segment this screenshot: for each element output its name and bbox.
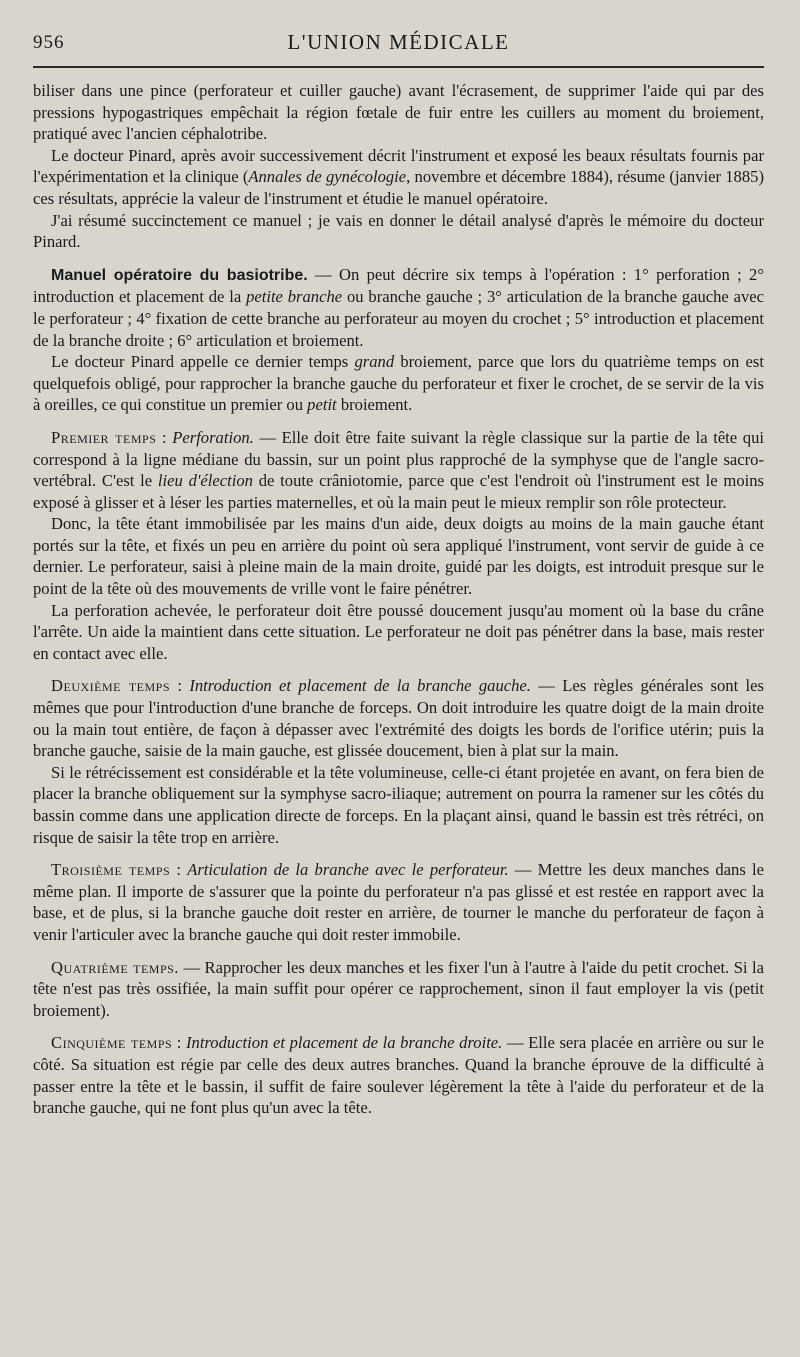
separator: : (170, 860, 188, 880)
paragraph-text: broiement, parce que lors du quatrième temps on est quelquefois obligé, pour rapprocher la branche gauche du perforateur et fixer le crochet, de se servir de la vis à oreilles, ce qui constitue un premier ou (33, 352, 764, 415)
step-label: Deuxième temps (51, 676, 170, 696)
step-label: Premier temps (51, 427, 157, 447)
paragraph-3 (33, 210, 764, 253)
paragraph-text: La perforation achevée, le perforateur doit être poussé doucement jusqu'au moment où la base du crâne l'arrête. Un aide la maintient dans cette situation. Le perforateur ne doit pas pénétrer dans la base, mais rester en contact avec elle. (33, 600, 764, 663)
step-label: Troisième temps (51, 860, 171, 880)
paragraph-6 (33, 427, 764, 513)
step-title: Perforation. (172, 427, 254, 447)
journal-citation: Annales de gynécologie (248, 167, 407, 187)
paragraph-text: — Les règles générales sont les mêmes que pour l'introduction d'une branche de forceps. On doit introduire les quatre doigt de la main droite ou la main tout entière, de façon à dépasser avec l'extrémité des doigts les bords de l'orifice utérin; puis la branche gauche, saisie de la main gauche, est glissée doucement, bien à plat sur la main. (33, 676, 764, 761)
paragraph-text: Donc, la tête étant immobilisée par les mains d'un aide, deux doigts au moins de la main gauche étant portés sur la tête, et fixés un peu en arrière du point où sera appliqué l'instrument, vont servir de guide à ce dernier. Le perforateur, saisi à pleine main de la main droite, guidé par les doigts, est introduit presque sur le point de la tête où des mouvements de vrille vont le faire pénétrer. (33, 514, 764, 599)
separator: : (172, 1033, 187, 1053)
paragraph-12 (33, 957, 764, 1022)
paragraph-8 (33, 600, 764, 665)
paragraph-10 (33, 762, 764, 848)
paragraph-text: biliser dans une pince (perforateur et cuiller gauche) avant l'écrasement, de supprimer l'aide qui par des pressions hypogastriques empêchait la région fœtale de fuir entre les cuillers au moment du broiement, pratiqué avec l'ancien céphalotribe. (33, 81, 764, 144)
italic-term: petite branche (246, 287, 343, 307)
paragraph-text: Si le rétrécissement est considérable et la tête volumineuse, celle-ci étant projetée en avant, on fera bien de placer la branche obliquement sur la symphyse sacro-iliaque; autrement on pourra la ramener sur les côtés du bassin comme dans une application directe de forceps. En la plaçant ainsi, quand le bassin est très rétréci, on risque de saisir la tête trop en arrière. (33, 762, 764, 847)
paragraph-text: de toute crâniotomie, parce que c'est l'endroit où l'instrument est le moins exposé à glisser et à léser les parties maternelles, et où la main peut le mieux remplir son rôle protecteur. (33, 471, 764, 512)
step-label: Cinquième temps (51, 1033, 173, 1053)
paragraph-1 (33, 80, 764, 145)
paragraph-text: — Mettre les deux manches dans le même plan. Il importe de s'assurer que la pointe du perforateur n'a pas glissé et est restée en rapport avec la base, et de plus, si la branche gauche doit rester en arrière, de tourner le manche du perforateur de façon à venir l'articuler avec la branche gauche qui doit rester immobile. (33, 860, 764, 944)
paragraph-7 (33, 513, 764, 599)
italic-term: petit (307, 395, 337, 415)
paragraph-13 (33, 1032, 764, 1118)
paragraph-text: — Elle sera placée en arrière ou sur le côté. Sa situation est régie par celle des deux autres branches. Quand la branche éprouve de la difficulté à passer entre la tête et le bassin, il suffit de faire soulever légèrement la tête à l'aide du perforateur et de la branche gauche, qui ne font plus qu'un avec la tête. (33, 1033, 765, 1118)
paragraph-5 (33, 351, 764, 416)
italic-term: lieu d'élection (157, 471, 253, 491)
separator: : (170, 676, 190, 696)
paragraph-4 (33, 264, 764, 351)
step-title: Articulation de la branche avec le perforateur. (187, 860, 509, 880)
paragraph-2 (33, 145, 764, 210)
running-title: L'UNION MÉDICALE (287, 30, 510, 54)
italic-term: grand (354, 352, 395, 372)
step-label: Quatrième temps. (51, 957, 179, 977)
paragraph-11 (33, 859, 764, 945)
article-body (33, 80, 764, 1119)
paragraph-text: — On peut décrire six temps à l'opération : 1° perforation ; 2° introduction et placement de la (33, 264, 764, 307)
paragraph-9 (33, 675, 764, 761)
paragraph-text: — Elle doit être faite suivant la règle classique sur la partie de la tête qui correspond à la ligne médiane du bassin, sur un point plus rapproché de la symphyse que de l'angle sacro-vertébral. C'est le (33, 427, 764, 491)
step-title: Introduction et placement de la branche gauche. (189, 676, 531, 696)
page-number: 956 (33, 32, 65, 53)
section-heading: Manuel opératoire du basiotribe. (51, 266, 308, 284)
header-rule (33, 66, 764, 68)
paragraph-text: J'ai résumé succinctement ce manuel ; je vais en donner le détail analysé d'après le mémoire du docteur Pinard. (33, 210, 764, 252)
paragraph-text: Le docteur Pinard, après avoir successivement décrit l'instrument et exposé les beaux résultats fournis par l'expérimentation et la clinique ( (33, 145, 764, 187)
paragraph-text: ou branche gauche ; 3° articulation de la branche gauche avec le perforateur ; 4° fixation de cette branche au perforateur au moyen du crochet ; 5° introduction et placement de la branche droite ; 6° articulation et broiement. (33, 287, 765, 350)
step-title: Introduction et placement de la branche droite. (186, 1033, 503, 1053)
paragraph-text: Le docteur Pinard appelle ce dernier temps (51, 352, 355, 372)
paragraph-text: , novembre et décembre 1884), résume (janvier 1885) ces résultats, apprécie la valeur de l'instrument et étudie le manuel opératoire. (33, 167, 764, 208)
page-header (33, 26, 764, 60)
paragraph-text: — Rapprocher les deux manches et les fixer l'un à l'autre à l'aide du petit crochet. Si la tête n'est pas très ossifiée, la main suffit pour opérer ce rapprochement, sinon il faut employer la vis (petit broiement). (33, 957, 764, 1020)
paragraph-text: broiement. (336, 395, 413, 415)
separator: : (156, 427, 173, 447)
